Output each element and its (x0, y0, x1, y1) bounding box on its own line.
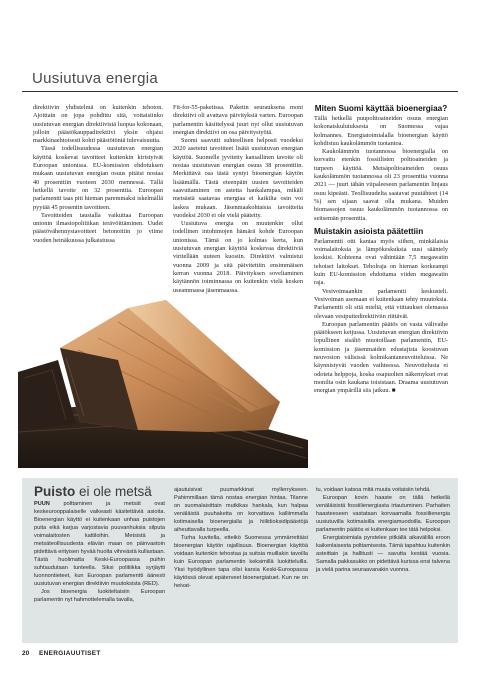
section-title: Uusiutuva energia (32, 70, 159, 87)
publication-name: ENERGIAUUTISET (39, 650, 101, 657)
paragraph: Tavoitteiden taustalla vaikuttaa Euroopan unionin ilmastopolitiikan terävöittäminen. Uudet päästövähennystavoitteet betonoitiin jo viime vuoden heinäkuussa julkaistussa (33, 211, 163, 244)
editorial-box (22, 478, 458, 643)
article-column-1 (33, 104, 163, 245)
paragraph: Euroopan parlamentin päätös on vasta välivaihe päätökseen ketjussa. Uusiutuvan energian direktiivin lopullinen sisältö muotoillaan parlamentin, EU-komission ja jäsenmaiden edustajista koostuvan neuvoston välisissä kolmikantaneuvotteluissa. Ne käynnistyvät vuoden vaihteessa. Neuvottelusta ei odoteta helppoja, koska osapuolten näkemykset ovat monilta osin kaukana toisistaan. Draama uusiutuvan energian ympärillä siis jatkuu. ■ (314, 320, 448, 395)
sidebar-heading-bioenergy: Miten Suomi käyttää bioenergiaa? (314, 104, 448, 113)
paragraph: Tällä hetkellä puupolttoaineiden osuus energian kokonaiskulutuksesta on Suomessa vajaa kolmannes. Energiatoimialalla bioenergian käyttö kohdistuu kaukolämmön tuotantoa. (314, 115, 448, 147)
box-column-1 (34, 500, 165, 604)
paragraph: ajautuisivat puumarkkinat myllerrykseen. Pahimmillaan tämä nostaa energian hintaa. Tilanne on suomalaisittain mutkikas hankala, kun halpaa venäläistä puuhaketta on korvattava kalliimmalla kotimaisella bioenergialla ja hiilidioksidipäästöjä aiheuttavalla turpeella. (174, 487, 308, 533)
article-column-2 (173, 104, 303, 295)
paragraph: Vesivoimaankin parlamentti keskusteli. Vesivoiman asemaan ei kuitenkaan tehty muutoksia. Parlamentti oli sitä mieltä, että viittaukset olemassa olevaan vesipuitedirektiiviin riittävät. (314, 287, 448, 320)
section-header (22, 62, 458, 92)
page-footer (22, 650, 458, 657)
sidebar-heading-decisions: Muistakin asioista päätettiin (314, 226, 424, 236)
paragraph: Fit-for-55-paketissa. Paketin seurauksena moni direktiivi oli avattava päivityksiä varten. Euroopan parlamentin käsittelyssä juuri nyt ollut uusiutuvan energian direktiivi on osa päivitystyötä. (173, 104, 303, 136)
box-title-bold: Puisto (34, 484, 76, 499)
paragraph: Parlamentti otti kantaa myös siihen, minkälaisia voimalaitoksia ja lämpökeskuksia uusi sääntely koskisi. Kohteena ovat vähintään 7,5 megawatin tehoiset laitokset. Teholraja on hieman korkeampi kuin EU-komission ehdottama viiden megawatin raja. (314, 237, 448, 287)
paragraph: Kaukolämmön tuotannossa bioenergialla on korvattu etenkin fossiilisten polttoaineiden ja turpeen käyttöä. Metsäpolttoaineiden osuus kaukolämmön tuotannossa oli 23 prosenttia vuonna 2021 — juuri tähän viipaleeseen parlamentin linjaus osuu kipeästi. Teollisuudelta saatavat puutähteet (14 %) sen sijaan saavat olla mukana. Muiden biomassojen osuus kaukolämmön tuotannossa on seitsemän prosenttia. (314, 148, 448, 222)
lead-word: PUUN (34, 501, 50, 507)
box-title-rest: ei ole metsä (75, 484, 152, 499)
sidebar-column (314, 104, 448, 396)
paragraph: Turha kuvitella, etteikö Suomessa ymmärrettäisi bioenergian käytön rajallisuus. Bioenergian käyttöä voidaan kuitenkin tehostaa ja suitsia muillakin tavoilla kuin Euroopan parlamentin keksimillä luokitteluilla. Yksi hyödyllinen tapa olisi karsia Keski-Euroopassa käytössä olevat epäterveet bioenergiatuet. Kun ne on heivat- (174, 535, 308, 589)
paragraph: Energiatoimiala pyrstelee pitkällä aikavälillä eroon kaikenlaisesta polttamisesta. Tämä tapahtuu kuitenkin asteittain ja hallitusti — savutta kestää vuosia. Samalla pakkasukko on pidettävä kurissa ensi talvena ja vielä parina seuraavanakin vuonna. (316, 535, 451, 573)
box-title (34, 484, 152, 499)
paragraph: Tässä todellisuudessa uusiutuvan energian käyttöä koskevat tavoitteet kuitenkin kiristyivät Euroopan unionissa. EU-komission ehdotuksen mukaan uusiutuvan energian osuus pitäisi nostaa 40 prosenttiin vuoteen 2030 mennessä. Tällä hetkellä tavoite on 32 prosenttia. Euroopan parlamentti taas piti hieman paremmaksi iskelmällä pyytää 45 prosentin tavoitteen. (33, 145, 163, 211)
firewood-photo (18, 290, 310, 468)
box-column-3 (316, 486, 450, 574)
paragraph: Suomi saavutti suhteellisen helposti vuodeksi 2020 asetetut tavoitteet lisätä uusiutuvan energian käyttöä. Suomelle jyvitetty kansallinen tavoite oli nostaa uusiutuvan energian osuus 38 prosenttiin. Merkittävä osa tästä syntyi bioenergian käytön lisäämällä. Tästä eteenpäin uusien tavoitteiden saavuttaminen on astetta hankalampaa, mikäli metsästä saatavaa energiaa ei kaikilta osin voi laskea mukaan. Jäsenmaakohtaisia tavoitteita vuodeksi 2030 ei ole vielä päätetty. (173, 137, 303, 219)
paragraph: Jos bioenergia luokiteltaisiin Euroopan parlamentin nyt hahmottelemalla tavalla, (34, 589, 165, 603)
page-number: 20 (22, 650, 30, 657)
paragraph-text: polttaminen ja metsät ovat keskeurooppalaiselle vaikeasti käsitettäviä asioita. Bioenergian käyttö ei kuitenkaan unhaa puistojen puita eikä karjua varjostavia puuvanhuksia silputa voimalaitosten kattiloihin. Metsistä ja metsäteollisuudesta elävän maan on päinvastoin pidettävä erityisen hyvää huolta vihreästä kullastaan. Tästä huolimatta Keski-Euroopassa puihin suhtaudutaan tunteella. Siksi politiikka syrjäytti luonnontieteet, kun Euroopan parlamentti äänesti uusiutuvan energian direktiivin muutoksista (RED). (34, 501, 165, 587)
firewood-illustration (18, 290, 310, 468)
paragraph: Euroopan kovin haaste on tällä hetkellä venäläisistä fossiilienergiasta irtautuminen. Parhaiten haasteeseen vastataan korvaamalla fossiilienergia uusiutuvilla kotimaisilla energiamuodoilla. Euroopan parlamentin päätös ei kuitenkaan tee tätä helpoksi. (316, 495, 450, 533)
paragraph: direktiivin yhdistelmä on kuitenkin tehoton. Ajoittain on jopa pohdittu sitä, voitaisiinko uusiutuvan energian direktiivistä luopua kokonaan, jolloin päästökauppadirektiivi yksin ohjaisi markkinaehtoisesti kohti päästötöntä tulevaisuutta. (33, 104, 163, 145)
paragraph (34, 500, 165, 588)
box-column-2 (174, 486, 308, 590)
paragraph: Uusiutuva energia on muutenkin ollut todellinen intohimojen hämärä kohde Euroopan unionissa. Tämä on jo kolmas kerta, kun uusiutuvan energian käyttöä koskevaa direktiiviä viritellään uuteen kuosiin. Direktiivi valmistui vuonna 2009 ja sitä päivitettiin ensimmäisen kerran vuonna 2018. Päivityksen soveltaminen käytännön toiminnassa on kuitenkin vielä kesken useammassa jäsenmaassa. (173, 220, 303, 294)
paragraph: tu, voidaan katsoa mitä muuta voitaisiin tehdä. (316, 487, 431, 493)
